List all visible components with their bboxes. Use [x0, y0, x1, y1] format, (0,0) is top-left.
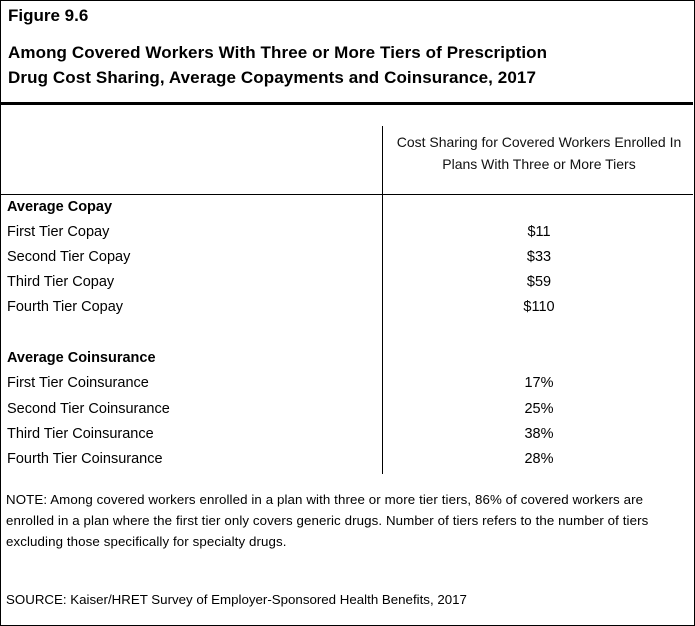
- row-label: Fourth Tier Copay: [7, 299, 124, 315]
- table-row: [0, 397, 693, 422]
- row-value: $33: [526, 249, 552, 265]
- row-label: Third Tier Coinsurance: [7, 426, 154, 442]
- figure-title: [8, 40, 688, 90]
- source-note: SOURCE: Kaiser/HRET Survey of Employer-Sponsored Health Benefits, 2017: [6, 592, 467, 607]
- footnote: NOTE: Among covered workers enrolled in a plan with three or more tier tiers, 86% of covered workers are enrolled in a plan where the first tier only covers generic drugs. Number of tiers refers to the number of tiers excluding those specifically for specialty drugs.: [6, 492, 649, 549]
- row-label: Second Tier Coinsurance: [7, 401, 170, 417]
- row-value: $11: [527, 224, 551, 240]
- title-line-2: Drug Cost Sharing, Average Copayments and Coinsurance, 2017: [8, 68, 537, 87]
- row-label: Second Tier Copay: [7, 249, 131, 265]
- row-value: 25%: [524, 401, 554, 417]
- table-row: [0, 371, 693, 396]
- title-line-1: Among Covered Workers With Three or More Tiers of Prescription: [8, 43, 548, 62]
- table-row: [0, 447, 693, 472]
- row-value: $110: [523, 299, 555, 315]
- copay-section-header: [0, 195, 693, 220]
- column-header: Cost Sharing for Covered Workers Enrolled In Plans With Three or More Tiers: [396, 134, 682, 172]
- row-value: 38%: [524, 426, 554, 442]
- row-label: First Tier Coinsurance: [7, 375, 149, 391]
- row-label: Fourth Tier Coinsurance: [7, 451, 163, 467]
- table-row: [0, 245, 693, 270]
- section-label: Average Copay: [7, 199, 113, 215]
- table-row: [0, 270, 693, 295]
- figure-label: Figure 9.6: [8, 6, 89, 25]
- row-value: $59: [526, 274, 552, 290]
- table-row: [0, 295, 693, 320]
- section-label: Average Coinsurance: [7, 350, 156, 366]
- coinsurance-section-header: [0, 346, 693, 371]
- row-label: First Tier Copay: [7, 224, 110, 240]
- row-value: 28%: [524, 451, 554, 467]
- table-row: [0, 422, 693, 447]
- row-label: Third Tier Copay: [7, 274, 115, 290]
- figure-header: [0, 0, 693, 105]
- row-value: 17%: [524, 375, 554, 391]
- table-row: [0, 220, 693, 245]
